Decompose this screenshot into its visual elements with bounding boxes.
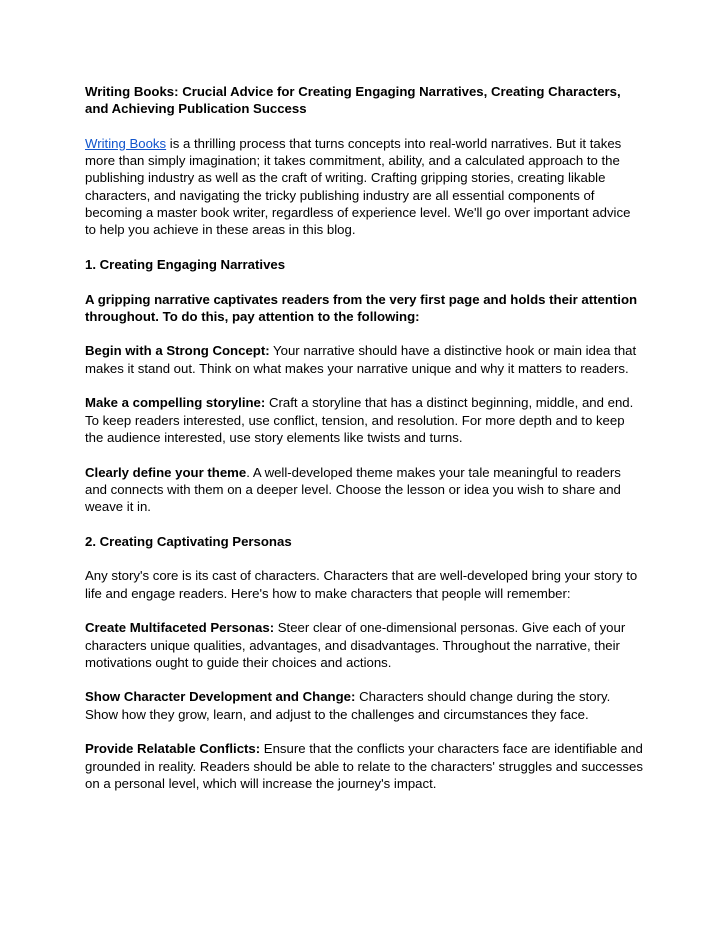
section-2-heading: 2. Creating Captivating Personas (85, 533, 292, 549)
item-text: Your narrative should have a distinctive hook or main idea that makes it stand out. Think on what makes your narrative unique and why it matters to readers. (85, 343, 637, 376)
item-text: Craft a storyline that has a distinct beginning, middle, and end. To keep readers interested, use conflict, tension, and resolution. For more depth and to keep the audience interested, use story elements like twists and turns. (85, 395, 634, 445)
item-text: Characters should change during the story. Show how they grow, learn, and adjust to the challenges and circumstances they face. (85, 689, 611, 722)
item-label: Clearly define your theme (85, 464, 247, 480)
section-1-item (85, 394, 645, 446)
section-2-item (85, 619, 645, 671)
item-text: Steer clear of one-dimensional personas. Give each of your characters unique qualities, advantages, and disadvantages. Throughout the narrative, their motivations ought to guide their choices and actions. (85, 620, 626, 670)
item-label: Show Character Development and Change: (85, 689, 356, 705)
intro-text: is a thrilling process that turns concepts into real-world narratives. But it takes more than simply imagination; it takes commitment, ability, and a calculated approach to the publishing industry as well as the craft of writing. Crafting gripping stories, creating likable characters, and navigating the tricky publishing industry are all essential components of becoming a master book writer, regardless of experience level. We'll go over important advice to help you achieve in these areas in this blog. (85, 135, 631, 238)
item-text: Ensure that the conflicts your characters face are identifiable and grounded in reality. Readers should be able to relate to the characters' struggles and successes on a personal level, which will increase the journey's impact. (85, 741, 643, 791)
section-1-item (85, 342, 645, 377)
section-1-item (85, 464, 645, 516)
writing-books-link[interactable]: Writing Books (85, 135, 167, 151)
item-label: Begin with a Strong Concept: (85, 343, 270, 359)
document-body (85, 83, 645, 809)
section-2-lead: Any story's core is its cast of characters. Characters that are well-developed bring your story to life and engage readers. Here's how to make characters that people will remember: (85, 568, 638, 601)
section-1-lead: A gripping narrative captivates readers from the very first page and holds their attention throughout. To do this, pay attention to the following: (85, 291, 638, 324)
section-2-item (85, 688, 645, 723)
item-text: . A well-developed theme makes your tale meaningful to readers and connects with them on a deeper level. Choose the lesson or idea you wish to share and weave it in. (85, 464, 621, 515)
intro-paragraph (85, 135, 645, 239)
item-label: Make a compelling storyline: (85, 395, 266, 411)
item-label: Create Multifaceted Personas: (85, 620, 275, 636)
item-label: Provide Relatable Conflicts: (85, 741, 261, 757)
section-2-item (85, 740, 645, 792)
section-1-heading: 1. Creating Engaging Narratives (85, 256, 286, 272)
document-title: Writing Books: Crucial Advice for Creating Engaging Narratives, Creating Characters, and Achieving Publication Success (85, 84, 621, 117)
